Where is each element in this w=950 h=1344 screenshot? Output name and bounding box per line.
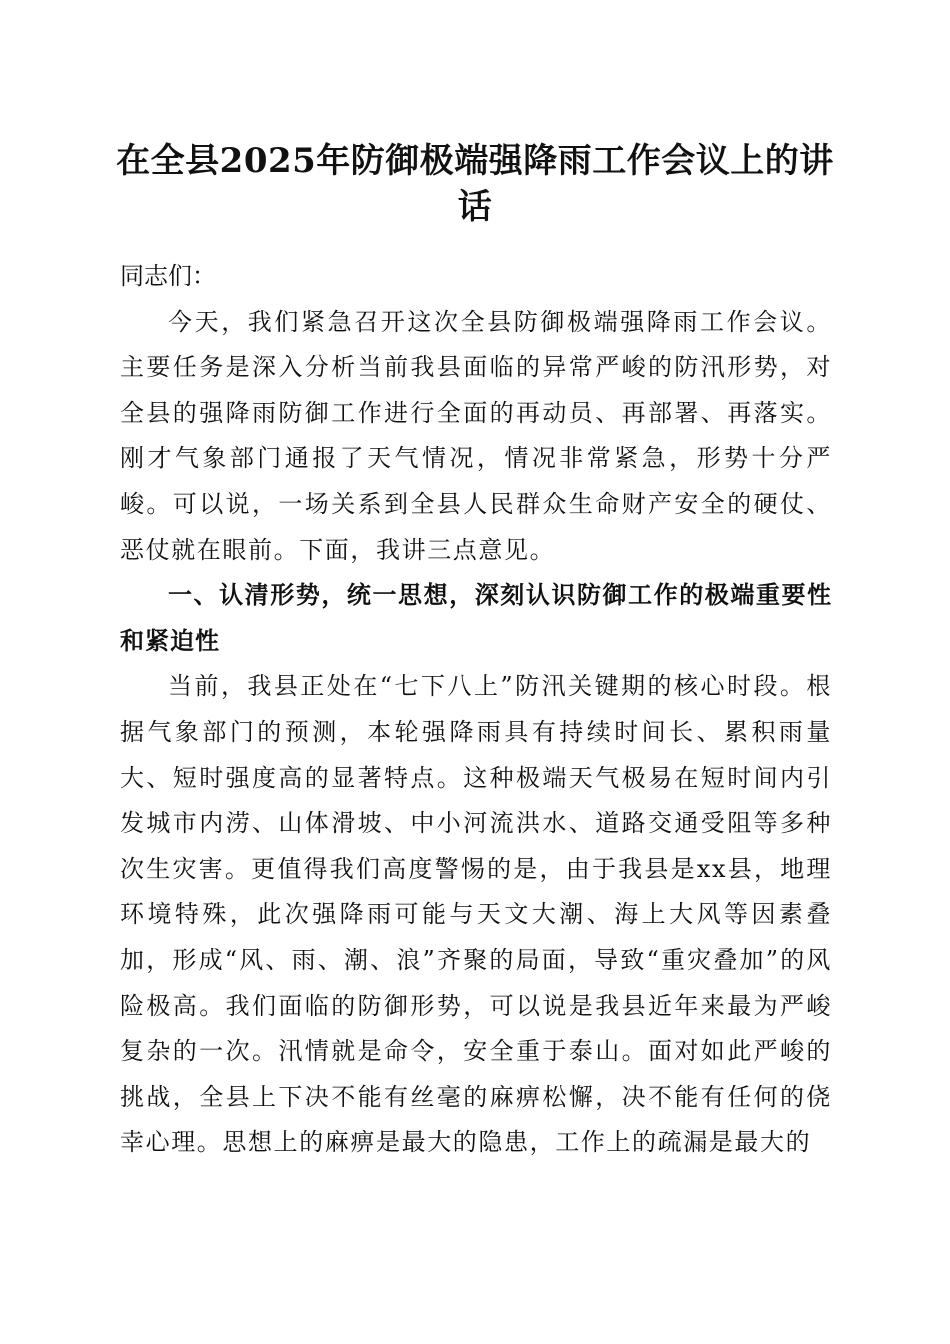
section-heading: 一、认清形势，统一思想，深刻认识防御工作的极端重要性和紧迫性 [120, 581, 832, 655]
section-paragraph: 当前，我县正处在“七下八上”防汛关键期的核心时段。根据气象部门的预测，本轮强降雨具有持续时间长、累积雨量大、短时强度高的显著特点。这种极端天气极易在短时间内引发城市内涝、山体滑坡、中小河流洪水、道路交通受阻等多种次生灾害。更值得我们高度警惕的是，由于我县是xx县，地理环境特殊，此次强降雨可能与天文大潮、海上大风等因素叠加，形成“风、雨、潮、浪”齐聚的局面，导致“重灾叠加”的风险极高。我们面临的防御形势，可以说是我县近年来最为严峻复杂的一次。汛情就是命令，安全重于泰山。面对如此严峻的挑战，全县上下决不能有丝毫的麻痹松懈，决不能有任何的侥幸心理。思想上的麻痹是最大的隐患，工作上的疏漏是最大的 [120, 672, 832, 1157]
document-body [120, 254, 832, 1166]
document-title: 在全县2025年防御极端强降雨工作会议上的讲话 [116, 141, 834, 227]
opening-paragraph: 今天，我们紧急召开这次全县防御极端强降雨工作会议。主要任务是深入分析当前我县面临的异常严峻的防汛形势，对全县的强降雨防御工作进行全面的再动员、再部署、再落实。刚才气象部门通报了天气情况，情况非常紧急，形势十分严峻。可以说，一场关系到全县人民群众生命财产安全的硬仗、恶仗就在眼前。下面，我讲三点意见。 [120, 307, 832, 564]
salutation: 同志们： [120, 262, 216, 290]
